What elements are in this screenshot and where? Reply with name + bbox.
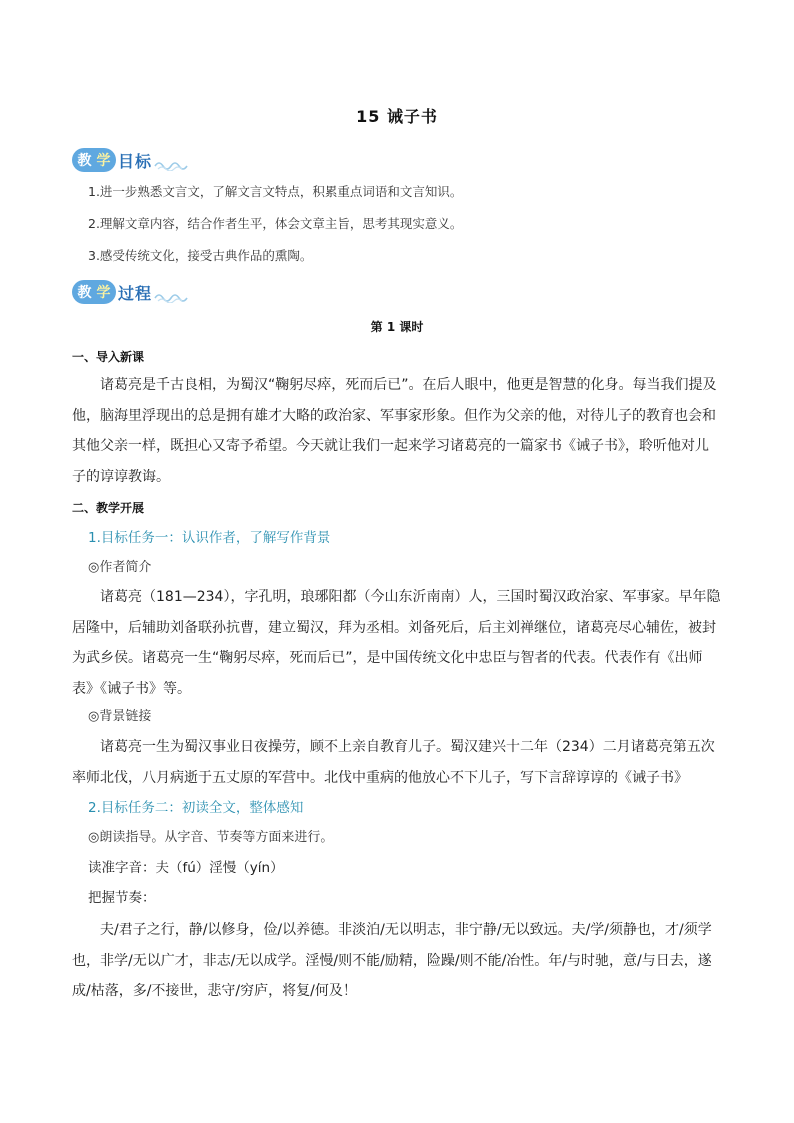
process-banner-label: 过程 [118,283,153,303]
goals-badge [72,148,116,172]
goals-banner-label: 目标 [118,151,153,171]
rhythm-paragraph: 夫/君子之行，静/以修身，俭/以养德。非淡泊/无以明志，非宁静/无以致远。夫/学/须静也，才/须学也，非学/无以广才，非志/无以成学。淫慢/则不能/励精，险躁/则不能/冶性。年/与时驰，意/与日去，遂成/枯落，多/不接世，悲守/穷庐，将复/何及！ [72,922,712,999]
badge-char-2: 学 [96,285,111,301]
background-paragraph: 诸葛亮一生为蜀汉事业日夜操劳，顾不上亲自教育儿子。蜀汉建兴十二年（234）二月诸葛亮第五次率师北伐，八月病逝于五丈原的军营中。北伐中重病的他放心不下儿子，写下言辞谆谆的《诫子书》 [72,739,715,786]
pronunciation-line: 读准字音：夫（fú）淫慢（yín） [88,860,284,876]
wave-ornament-icon [154,157,188,171]
section-1-heading: 一、导入新课 [72,350,145,364]
document-title: 15 诫子书 [356,107,438,126]
intro-paragraph: 诸葛亮是千古良相，为蜀汉“鞠躬尽瘁，死而后已”。在后人眼中，他更是智慧的化身。每当我们提及他，脑海里浮现出的总是拥有雄才大略的政治家、军事家形象。但作为父亲的他，对待儿子的教育也会和其他父亲一样，既担心又寄予希望。今天就让我们一起来学习诸葛亮的一篇家书《诫子书》，聆听他对儿子的谆谆教诲。 [72,377,717,485]
author-paragraph: 诸葛亮（181—234），字孔明，琅琊阳都（今山东沂南南）人，三国时蜀汉政治家、军事家。早年隐居隆中，后辅助刘备联孙抗曹，建立蜀汉，拜为丞相。刘备死后，后主刘禅继位，诸葛亮尽心辅佐，被封为武乡侯。诸葛亮一生“鞠躬尽瘁，死而后已”，是中国传统文化中忠臣与智者的代表。代表作有《出师表》《诫子书》等。 [72,589,721,697]
task-1-heading: 1.目标任务一：认识作者，了解写作背景 [88,530,331,546]
goal-item-1: 1.进一步熟悉文言文，了解文言文特点，积累重点词语和文言知识。 [88,184,463,199]
background-label: ◎背景链接 [88,709,152,724]
badge-char-1: 教 [77,285,92,301]
reading-guide: ◎朗读指导。从字音、节奏等方面来进行。 [88,830,334,845]
section-2-heading: 二、教学开展 [72,501,145,515]
wave-ornament-icon [154,289,188,303]
author-intro-label: ◎作者简介 [88,560,152,575]
rhythm-label: 把握节奏： [88,890,156,906]
badge-char-1: 教 [77,153,92,169]
process-banner [72,278,188,306]
process-badge [72,280,116,304]
task-2-heading: 2.目标任务二：初读全文，整体感知 [88,800,304,816]
badge-char-2: 学 [96,153,111,169]
lesson-title: 第 1 课时 [370,320,424,334]
goals-banner [72,146,188,174]
goal-item-3: 3.感受传统文化，接受古典作品的熏陶。 [88,248,313,263]
goal-item-2: 2.理解文章内容，结合作者生平，体会文章主旨，思考其现实意义。 [88,216,463,231]
